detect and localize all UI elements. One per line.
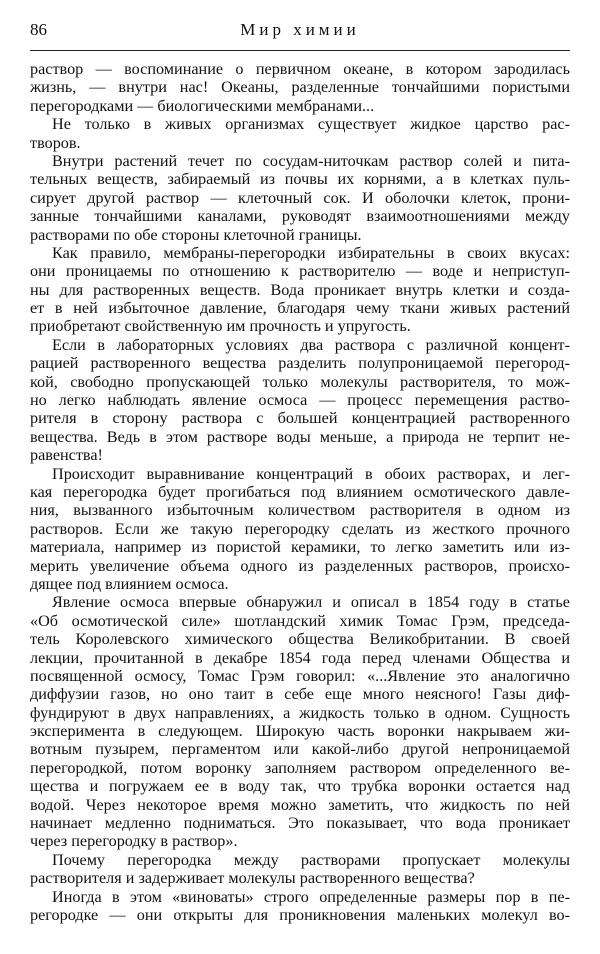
text-line: дящее под влиянием осмоса. xyxy=(30,574,229,593)
text-line: жизнь, — внутри нас! Океаны, разделенные тончайшими пористыми xyxy=(30,78,570,97)
text-line: они проницаемы по отношению к растворителю — воде и неприступ- xyxy=(30,262,570,281)
text-line: эксперимента в следующем. Широкую часть воронки накрываем жи- xyxy=(30,722,570,741)
text-line: посвященной осмосу, Томас Грэм говорил: «...Явление это аналогично xyxy=(30,666,570,685)
text-line: рацией растворенного вещества разделить полупроницаемой перегород- xyxy=(30,354,570,373)
text-line: регородке — они открыты для проникновения маленьких молекул во- xyxy=(30,905,570,924)
text-line: растворами по обе стороны клеточной границы. xyxy=(30,225,362,244)
text-line: кая перегородка будет прогибаться под влиянием осмотического давле- xyxy=(30,482,570,501)
text-line: Как правило, мембраны-перегородки избирательны в своих вкусах: xyxy=(52,243,570,262)
text-line: фундируют в двух направлениях, а жидкость только в одном. Сущность xyxy=(30,703,570,722)
text-line: ет в ней избыточное давление, благодаря чему ткани живых растений xyxy=(30,299,570,318)
text-line: вещества. Ведь в этом растворе воды меньше, а природа не терпит не- xyxy=(30,427,570,446)
text-line: рителя в сторону раствора с большей концентрацией растворенного xyxy=(30,409,570,428)
text-line: Почему перегородка между растворами пропускает молекулы xyxy=(52,850,570,869)
text-line: мерить увеличение объема одного из разделенных растворов, происхо- xyxy=(30,556,570,575)
text-line: равенства! xyxy=(30,446,103,465)
text-line: ния, вызванного избыточным количеством растворителя в одном из xyxy=(30,501,570,520)
text-line: но легко наблюдать явление осмоса — процесс перемещения раство- xyxy=(30,391,570,410)
text-line: Не только в живых организмах существует жидкое царство рас- xyxy=(52,115,570,134)
text-line: творов. xyxy=(30,133,81,152)
text-line: сирует другой раствор — клеточный сок. И оболочки клеток, прони- xyxy=(30,188,570,207)
text-line: вотным пузырем, пергаментом или какой-либо другой непроницаемой xyxy=(30,740,570,759)
page-header xyxy=(30,20,570,44)
text-line: «Об осмотической силе» шотландский химик Томас Грэм, председа- xyxy=(30,611,570,630)
text-line: материала, например из пористой керамики, то легко заметить или из- xyxy=(30,538,570,557)
text-line: начинает медленно подниматься. Это показывает, что вода проникает xyxy=(30,814,570,833)
text-line: занные тончайшими каналами, руководят взаимоотношениями между xyxy=(30,207,570,226)
text-line: Внутри растений течет по сосудам-ниточкам раствор солей и пита- xyxy=(52,151,570,170)
text-line: раствор — воспоминание о первичном океане, в котором зародилась xyxy=(30,60,570,78)
running-title: Мир химии xyxy=(240,20,360,39)
text-line: растворов. Если же такую перегородку сделать из жесткого прочного xyxy=(30,519,570,538)
text-line: Иногда в этом «виноваты» строго определенные размеры пор в пе- xyxy=(52,887,570,906)
text-line: перегородками — биологическими мембранами... xyxy=(30,96,375,115)
text-line: тель Королевского химического общества Великобритании. В своей xyxy=(30,630,570,649)
text-line: перегородкой, потом воронку заполняем раствором определенного ве- xyxy=(30,758,570,777)
body-text xyxy=(30,60,570,924)
text-line: Если в лабораторных условиях два раствора с различной концент- xyxy=(52,335,570,354)
text-line: ны для растворенных веществ. Вода проникает внутрь клетки и созда- xyxy=(30,280,570,299)
text-line: приобретают свойственную им прочность и упругость. xyxy=(30,317,411,336)
text-line: Происходит выравнивание концентраций в обоих растворах, и лег- xyxy=(52,464,570,483)
header-rule xyxy=(30,50,570,51)
text-line: диффузии газов, но оно таит в себе еще много неясного! Газы диф- xyxy=(30,685,570,704)
text-line: лекции, прочитанной в декабре 1854 года перед членами Общества и xyxy=(30,648,570,667)
text-line: кой, свободно пропускающей только молекулы растворителя, то мож- xyxy=(30,372,570,391)
page-number: 86 xyxy=(30,20,47,39)
text-line: щества и погружаем ее в воду так, что трубка воронки остается над xyxy=(30,777,570,796)
text-line: через перегородку в раствор». xyxy=(30,832,238,851)
text-line: Явление осмоса впервые обнаружил и описал в 1854 году в статье xyxy=(52,593,570,612)
text-line: растворителя и задерживает молекулы растворенного вещества? xyxy=(30,869,475,888)
text-line: водой. Через некоторое время можно заметить, что жидкость по ней xyxy=(30,795,570,814)
text-line: тельных веществ, забираемый из почвы их корнями, а в клетках пуль- xyxy=(30,170,570,189)
